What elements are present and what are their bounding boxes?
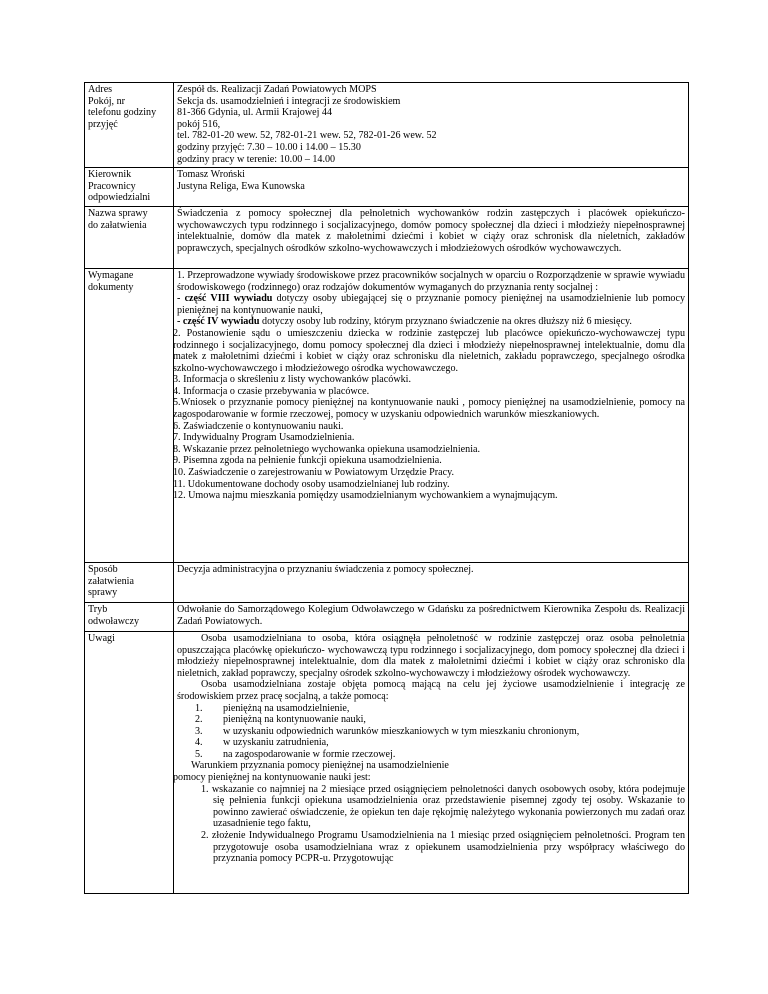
list-item: 11. Udokumentowane dochody osoby usamodzielnianej lub rodziny. [173,478,450,490]
list-item: 6. Zaświadczenie o kontynuowaniu nauki. [173,420,344,432]
label-line: Nazwa sprawy [88,207,148,219]
label-method-text [88,564,170,599]
label-line: sprawy [88,587,118,599]
label-line: Kierownik [88,169,132,181]
label-line: Pracownicy [88,180,136,192]
list-item: 2. Postanowienie sądu o umieszczeniu dziecka w rodzinie zastępczej lub placówce opiekuńczo-wychowawczej typu rodzinnego i socjalizacyjnego, domu pomocy społecznej dla dzieci i młodzieży niepełnosprawnej intelektualnie, domu dla matek z małoletnimi dziećmi i kobiet w ciąży oraz schronisku dla nieletnich, zakładu poprawczego, specjalnego ośrodka szkolno-wychowawczego i młodzieżowego ośrodka wychowawczego. [173,327,685,374]
address-lines [177,84,685,165]
value-notes [174,631,689,893]
label-line: Wymagane [88,269,134,281]
list-item-number: 1. [195,702,203,714]
notes-condition-1: 1. wskazanie co najmniej na 2 miesiące przed osiągnięciem pełnoletności danych osobowych osoby, która podejmuje się pełnienia funkcji opiekuna usamodzielnienia oraz przedstawienie pisemnej zgody tej osoby. Wskazanie to powinno zawierać oświadczenie, że opiekun ten daje rękojmię należytego wykonania powierzonych mu zadań oraz uzasadnienie tego faktu, [201,783,685,830]
label-documents [85,268,174,562]
notes-para-2: Osoba usamodzielniana zostaje objęta pomocą mającą na celu jej życiowe usamodzielnienie i integrację ze środowiskiem przez pracę socjalną, a także pomocą: [177,679,685,702]
label-line: odwoławczy [88,615,140,627]
list-item: Zespół ds. Realizacji Zadań Powiatowych MOPS [177,84,377,95]
row-method [85,562,689,602]
procedure-info-table [84,82,689,894]
documents-item-1a [177,293,685,316]
documents-item-1a-bold: - część VIII wywiadu [177,293,273,305]
notes-condition-2: 2. złożenie Indywidualnego Programu Usamodzielnienia na 1 miesiąc przed osiągnięciem pełnoletności. Program ten przygotowuje osoba usamodzielniana wraz z opiekunem usamodzielnienia przy współpracy właściwego do przyznania pomocy PCPR-u. Przygotowując [201,830,685,865]
list-item: Tomasz Wroński [177,169,245,181]
appeal-text: Odwołanie do Samorządowego Kolegium Odwoławczego w Gdańsku za pośrednictwem Kierownika Zespołu ds. Realizacji Zadań Powiatowych. [177,603,685,627]
label-line: dokumenty [88,281,134,293]
row-documents [85,268,689,562]
list-item: 81-366 Gdynia, ul. Armii Krajowej 44 [177,107,333,119]
label-case-name [85,206,174,268]
documents-item-1a-rest: dotyczy osoby ubiegającej się o przyznanie pomocy pieniężnej na usamodzielnienie lub pomocy pieniężnej na kontynuowanie nauki, [177,293,685,316]
list-item: godziny przyjęć: 7.30 – 10.00 i 14.00 – 15.30 [177,141,361,153]
list-item [177,749,685,761]
list-item-number: 4. [195,737,203,749]
label-notes [85,631,174,893]
list-item-text: w uzyskaniu zatrudnienia, [223,737,329,749]
list-item-text: pieniężną na usamodzielnienie, [223,702,350,714]
value-appeal [174,602,689,631]
list-item: 9. Pisemna zgoda na pełnienie funkcji opiekuna usamodzielnienia. [173,455,442,467]
row-address [85,83,689,168]
label-line: Pokój, nr [88,95,126,107]
method-text: Decyzja administracyjna o przyznaniu świadczenia z pomocy społecznej. [177,563,474,575]
list-item: tel. 782-01-20 wew. 52, 782-01-21 wew. 52, 782-01-26 wew. 52 [177,130,437,142]
documents-item-1b-rest: dotyczy osoby lub rodziny, którym przyznano świadczenie na okres dłuższy niż 6 miesięcy. [259,316,632,328]
documents-item-1: 1. Przeprowadzone wywiady środowiskowe przez pracowników socjalnych w oparciu o Rozporządzenie w sprawie wywiadu środowiskowego (rodzinnego) oraz rodzajów dokumentów wymaganych do przyznania renty socjalnej : [177,269,685,293]
label-line: Adres [88,84,113,95]
label-line: odpowiedzialni [88,192,151,204]
label-case-name-text [88,208,170,231]
notes-condition-line-1: Warunkiem przyznania pomocy pieniężnej na usamodzielnienie [191,760,449,772]
label-method [85,562,174,602]
label-line: telefonu godziny [88,107,157,119]
list-item: godziny pracy w terenie: 10.00 – 14.00 [177,153,336,165]
list-item-text: na zagospodarowanie w formie rzeczowej. [223,748,396,760]
list-item [177,737,685,749]
label-appeal [85,602,174,631]
value-documents [174,268,689,562]
label-notes-text [88,633,170,645]
manager-lines [177,169,685,192]
list-item: Sekcja ds. usamodzielnień i integracji ze środowiskiem [177,95,401,107]
notes-list [177,703,685,761]
list-item-text: pieniężną na kontynuowanie nauki, [223,714,366,726]
label-line: Tryb [88,603,108,615]
list-item: 3. Informacja o skreśleniu z listy wychowanków placówki. [173,374,411,386]
label-manager [85,168,174,207]
list-item-number: 5. [195,748,203,760]
list-item [177,703,685,715]
label-line: Uwagi [88,632,115,644]
list-item-text: w uzyskaniu odpowiednich warunków mieszkaniowych w tym mieszkaniu chronionym, [223,725,580,737]
list-item: 10. Zaświadczenie o zarejestrowaniu w Powiatowym Urzędzie Pracy. [173,467,455,479]
label-line: załatwienia [88,575,134,587]
value-address [174,83,689,168]
notes-condition-line-2: pomocy pieniężnej na kontynuowanie nauki jest: [173,772,371,784]
row-notes [85,631,689,893]
documents-item-1b-bold: - część IV wywiadu [177,316,260,328]
label-manager-text [88,169,170,204]
list-item: 4. Informacja o czasie przebywania w placówce. [173,385,370,397]
list-item: 7. Indywidualny Program Usamodzielnienia. [173,432,355,444]
label-address-text [88,84,170,130]
value-case-name [174,206,689,268]
label-line: przyjęć [88,118,118,130]
row-appeal [85,602,689,631]
label-line: Sposób [88,563,118,575]
list-item: 5.Wniosek o przyznanie pomocy pieniężnej na kontynuowanie nauki , pomocy pieniężnej na usamodzielnienie, pomocy na zagospodarowanie w formie rzeczowej, pomocy w uzyskaniu odpowiednich warunków mieszkaniowych. [173,397,685,421]
list-item: 8. Wskazanie przez pełnoletniego wychowanka opiekuna usamodzielnienia. [173,443,480,455]
label-line: do załatwienia [88,219,147,231]
list-item-number: 2. [195,714,203,726]
list-item: Justyna Religa, Ewa Kunowska [177,180,305,192]
documents-items [173,328,685,502]
label-documents-text [88,270,170,293]
list-item [177,714,685,726]
row-manager [85,168,689,207]
label-appeal-text [88,604,170,627]
notes-para-1: Osoba usamodzielniana to osoba, która osiągnęła pełnoletność w rodzinie zastępczej oraz osoba pełnoletnia opuszczająca placówkę opiekuńczo- wychowawczą typu rodzinnego i socjalizacyjnego, dom pomocy społecznej dla dzieci i młodzieży niepełnosprawnej intelektualnie, dom dla matek z małoletnimi dziećmi i kobiet w ciąży oraz schronisko dla nieletnich, zakład poprawczy, specjalny ośrodek szkolno-wychowawczy i młodzieżowy ośrodek wychowawczy. [177,632,685,679]
list-item-number: 3. [195,725,203,737]
case-name-text: Świadczenia z pomocy społecznej dla pełnoletnich wychowanków rodzin zastępczych i placówek opiekuńczo-wychowawczych typu rodzinnego i socjalizacyjnego, domów pomocy społecznej dla dzieci i młodzieży niepełnosprawnej intelektualnie, domów dla matek z małoletnimi dziećmi i kobiet w ciąży oraz schronisk dla nieletnich, zakładów poprawczych, specjalnych ośrodków szkolno-wychowawczych i młodzieżowych ośrodków wychowawczych. [177,207,685,254]
list-item: 12. Umowa najmu mieszkania pomiędzy usamodzielnianym wychowankiem a wynajmującym. [173,490,558,502]
label-address [85,83,174,168]
row-case-name [85,206,689,268]
value-method [174,562,689,602]
value-manager [174,168,689,207]
list-item [177,726,685,738]
list-item: pokój 516, [177,118,221,130]
documents-item-1b [177,316,685,328]
